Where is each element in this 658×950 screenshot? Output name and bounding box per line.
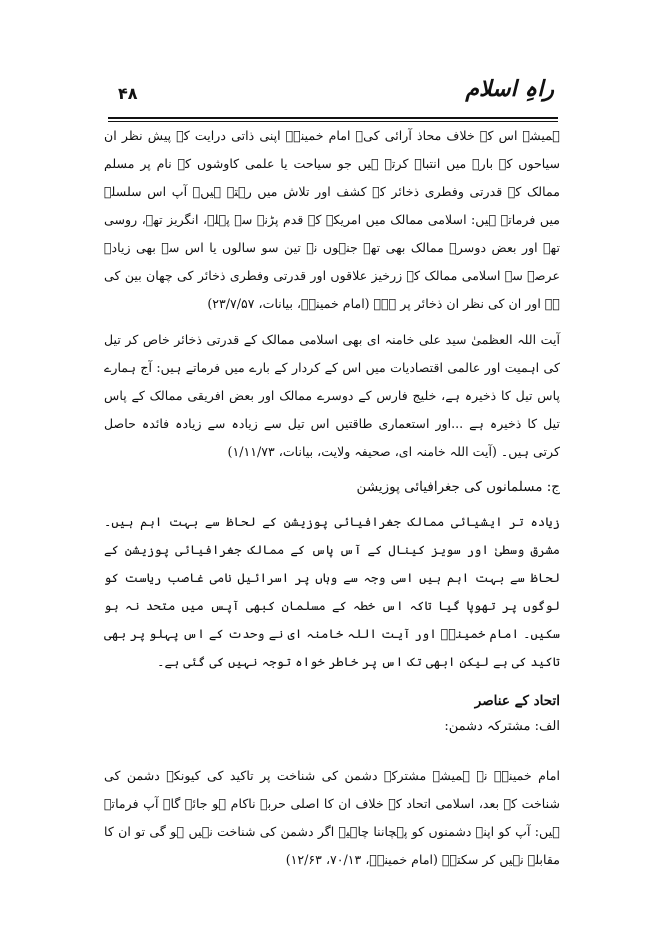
journal-title: راہِ اسلام [465, 76, 554, 102]
subheading-common-enemy: الف: مشترکہ دشمن: [444, 719, 560, 734]
page-number: ۴۸ [118, 84, 138, 103]
paragraph-2: آیت اللہ العظمیٰ سید علی خامنہ ای بھی اسلامی ممالک کے قدرتی ذخائر خاص کر تیل کی اہمیت اور عالمی اقتصادیات میں اس کے کردار کے بارے میں فرماتے ہیں: آج ہمارے پاس تیل کا ذخیرہ ہے، خلیج فارس کے دوسرے ممالک اور بعض افریقی ممالک کے پاس تیل کا ذخیرہ ہے ...اور استعماری طاقتیں اس تیل سے زیادہ سے زیادہ فائدہ حاصل کرتی ہیں۔ (آیت اللہ خامنہ ای، صحیفہ ولایت، بیانات، ۱/۱۱/۷۳) [104, 332, 560, 459]
section-heading-unity-elements: اتحاد کے عناصر [474, 693, 560, 709]
page-header [108, 76, 558, 112]
paragraph-4: امام خمینیؒ نے ہمیشہ مشترکہ دشمن کی شناخت پر تاکید کی کیونکہ دشمن کی شناخت کے بعد، اسلامی اتحاد کے خلاف ان کا اصلی حربہ ناکام ہو جائے گا۔ آپ فرماتے ہیں: آپ کو اپنے دشمنوں کو پہچاننا چاہیے اگر دشمن کی شناخت نہیں ہو گی تو ان کا مقابلہ نہیں کر سکتے۔ (امام خمینیؒ، ۷۰/۱۳، ۱۲/۶۳) [104, 768, 560, 867]
page-body [104, 122, 560, 874]
header-rule [108, 117, 558, 119]
paragraph-3: زیادہ تر ایشیائی ممالک جغرافیائی پوزیشن کے لحاظ سے بہت اہم ہیں۔ مشرق وسطیٰ اور سویز کینال کے آس پاس کے ممالک جغرافیائی پوزیشن کے لحاظ سے بہت اہم ہیں اسی وجہ سے وہاں پر اسرائیل نامی غاصب ریاست کو لوگوں پر تھوپا گیا تاکہ اس خطہ کے مسلمان کبھی آپس میں متحد نہ ہو سکیں۔ امام خمینیؒ اور آیت اللہ خامنہ ای نے وحدت کے اس پہلو پر بھی تاکید کی ہے لیکن ابھی تک اس پر خاطر خواہ توجہ نہیں کی گئی ہے۔ [104, 514, 560, 669]
paragraph-1: ہمیشہ اس کے خلاف محاذ آرائی کی۔ امام خمینیؒ اپنی ذاتی درایت کے پیش نظر ان سیاحوں کے بارے میں انتباہ کرتے ہیں جو سیاحت یا علمی کاوشوں کے نام پر مسلم ممالک کے قدرتی وفطری ذخائر کے کشف اور تلاش میں رہتے ہیں۔ آپ اس سلسلہ میں فرماتے ہیں: اسلامی ممالک میں امریکہ کے قدم پڑنے سے پہلے، انگریز تھے، روسی تھے اور بعض دوسرے ممالک بھی تھے جنہوں نے تین سو سالوں یا اس سے بھی زیادہ عرصہ سے اسلامی ممالک کے زرخیز علاقوں اور قدرتی وفطری ذخائر کی چھان بین کی ہے اور ان کی نظر ان ذخائر پر ہے۔ (امام خمینیؒ، بیانات، ۲۳/۷/۵۷) [104, 128, 560, 311]
section-heading-geography: ج: مسلمانوں کی جغرافیائی پوزیشن [356, 479, 560, 495]
